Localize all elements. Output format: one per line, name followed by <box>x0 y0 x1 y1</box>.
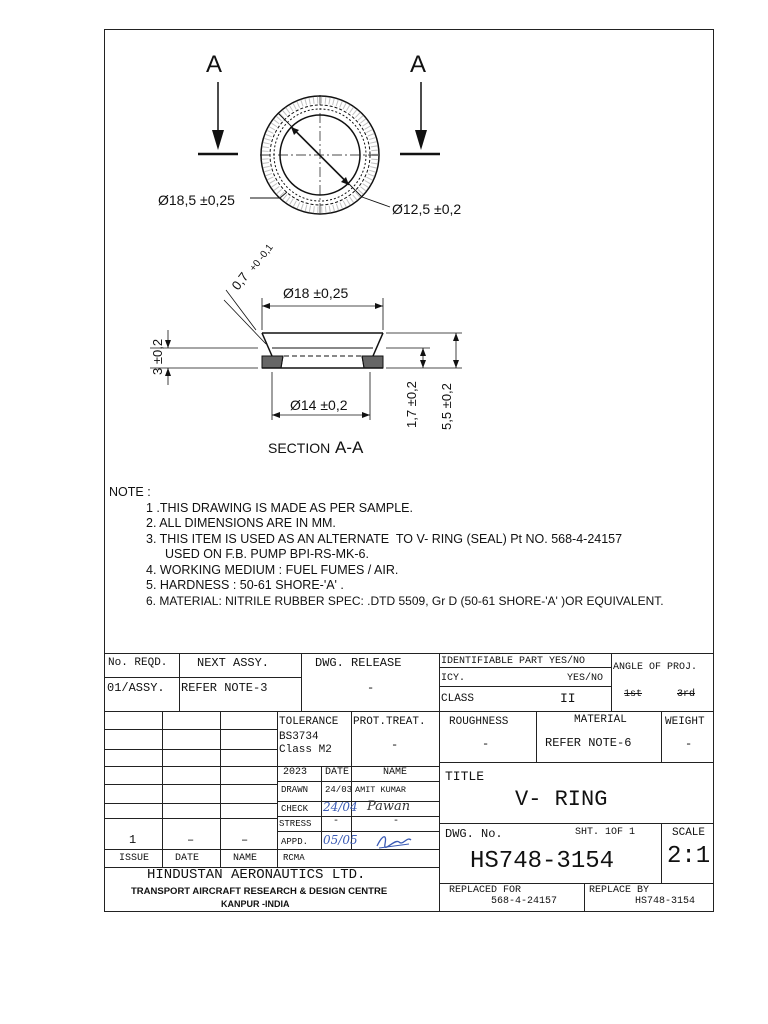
no-reqd-value: 01/ASSY. <box>107 681 165 695</box>
issue-label: ISSUE <box>119 853 150 864</box>
date-header: DATE <box>325 767 350 778</box>
weight-label: WEIGHT <box>665 716 705 728</box>
drawn-label: DRAWN <box>281 785 309 795</box>
company-name: HINDUSTAN AERONAUTICS LTD. <box>147 867 366 883</box>
note-line: 6. MATERIAL: NITRILE RUBBER SPEC: .DTD 5509, Gr D (50-61 SHORE-'A' )OR EQUIVALENT. <box>146 593 664 608</box>
dwg-release-value: - <box>367 681 375 695</box>
section-marker-right: A <box>410 51 427 78</box>
title-label: TITLE <box>445 769 485 784</box>
appd-signature <box>373 832 413 852</box>
notes-heading: NOTE : <box>109 485 151 499</box>
roughness-value: - <box>482 737 490 751</box>
sheet-number: SHT. 1OF 1 <box>575 827 636 838</box>
note-line: 3. THIS ITEM IS USED AS AN ALTERNATE TO V- RING (SEAL) Pt NO. 568-4-24157 <box>146 531 623 546</box>
location: KANPUR -INDIA <box>221 899 290 909</box>
no-reqd-label: No. REQD. <box>108 657 168 669</box>
check-name-signature: Pawan <box>367 799 411 814</box>
replaced-for-label: REPLACED FOR <box>449 885 522 896</box>
title-value: V- RING <box>515 787 608 812</box>
replace-by-value: HS748-3154 <box>635 896 696 907</box>
dim-outer-diameter: Ø18,5 ±0,25 <box>158 192 235 208</box>
note-line: 2. ALL DIMENSIONS ARE IN MM. <box>146 516 336 530</box>
tolerance-value-1: BS3734 <box>279 731 319 743</box>
scale-value: 2:1 <box>667 843 711 870</box>
dim-total-height: 5,5 ±0,2 <box>439 383 454 430</box>
engineering-drawing <box>0 0 768 480</box>
name-value: – <box>241 833 249 847</box>
rcma-label: RCMA <box>283 853 305 863</box>
ring-plan-view <box>250 95 390 215</box>
weight-value: - <box>685 737 693 751</box>
year: 2023 <box>283 767 308 778</box>
next-assy-value: REFER NOTE-3 <box>181 681 268 695</box>
replace-by-label: REPLACE BY <box>589 885 650 896</box>
icy-value: YES/NO <box>567 673 604 684</box>
date-col-label: DATE <box>175 853 200 864</box>
drawn-name: AMIT KUMAR <box>355 785 407 795</box>
name-header: NAME <box>383 767 408 778</box>
note-line: 5. HARDNESS : 50-61 SHORE-'A' . <box>146 578 344 592</box>
stress-date: - <box>333 816 340 827</box>
appd-label: APPD. <box>281 837 309 847</box>
prot-treat-label: PROT.TREAT. <box>353 716 426 728</box>
dim-bottom-diameter: Ø14 ±0,2 <box>290 397 348 413</box>
note-line: 1 .THIS DRAWING IS MADE AS PER SAMPLE. <box>146 500 413 515</box>
replaced-for-value: 568-4-24157 <box>491 896 558 907</box>
design-centre: TRANSPORT AIRCRAFT RESEARCH & DESIGN CENTRE <box>131 886 388 897</box>
next-assy-label: NEXT ASSY. <box>197 656 270 670</box>
dwg-release-label: DWG. RELEASE <box>315 656 402 670</box>
check-label: CHECK <box>281 804 309 814</box>
dwg-no-value: HS748-3154 <box>470 848 615 875</box>
dwg-no-label: DWG. No. <box>445 827 503 841</box>
section-label-prefix: SECTION <box>268 440 331 456</box>
appd-date: 05/05 <box>323 833 358 847</box>
material-label: MATERIAL <box>574 714 627 726</box>
name-col-label: NAME <box>233 853 258 864</box>
drawn-date: 24/03 <box>325 785 353 795</box>
angle-3rd: 3rd <box>677 689 696 700</box>
note-line: 4. WORKING MEDIUM : FUEL FUMES / AIR. <box>146 562 399 577</box>
dim-chamfer: 0,7 <box>228 269 252 293</box>
tolerance-value-2: Class M2 <box>279 744 332 756</box>
angle-of-proj-label: ANGLE OF PROJ. <box>613 662 698 673</box>
roughness-label: ROUGHNESS <box>449 716 509 728</box>
date-value: – <box>187 833 195 847</box>
dim-chamfer-tolerance: +0 -0,1 <box>247 242 276 274</box>
stress-name: - <box>393 816 400 827</box>
issue-value: 1 <box>129 833 137 847</box>
identifiable-part-label: IDENTIFIABLE PART YES/NO <box>441 656 586 667</box>
class-value: II <box>560 691 576 706</box>
prot-treat-value: - <box>391 738 399 752</box>
class-label: CLASS <box>441 693 475 705</box>
stress-label: STRESS <box>279 819 312 829</box>
dim-inner-diameter: Ø12,5 ±0,2 <box>392 201 462 217</box>
icy-label: ICY. <box>441 673 466 684</box>
angle-1st: 1st <box>624 689 643 700</box>
section-label-letters: A-A <box>335 438 364 457</box>
dim-thickness: 3 ±0,2 <box>150 338 165 375</box>
note-line: USED ON F.B. PUMP BPI-RS-MK-6. <box>165 547 369 561</box>
title-block <box>105 653 714 912</box>
notes-block <box>109 485 719 609</box>
check-date: 24/04 <box>323 800 358 814</box>
tolerance-label: TOLERANCE <box>279 716 339 728</box>
material-value: REFER NOTE-6 <box>545 736 632 750</box>
dim-top-diameter: Ø18 ±0,25 <box>283 285 349 301</box>
scale-label: SCALE <box>672 827 706 839</box>
section-marker-left: A <box>206 51 223 78</box>
dim-lip-height: 1,7 ±0,2 <box>404 381 419 428</box>
